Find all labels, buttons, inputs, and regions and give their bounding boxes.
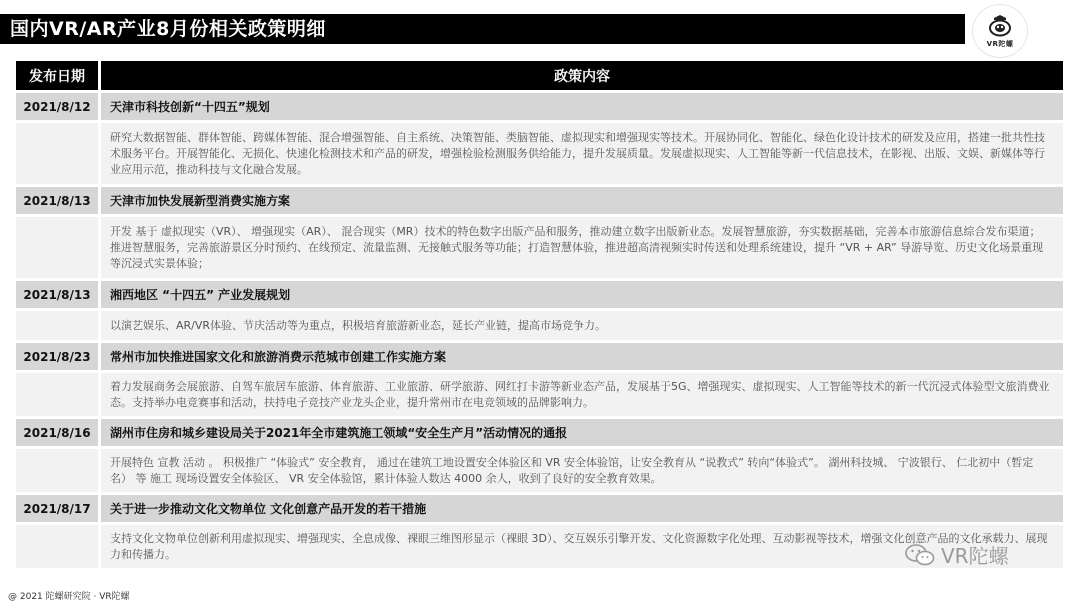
policy-entry — [16, 93, 1063, 184]
policy-body-row — [16, 311, 1063, 340]
policy-date: 2021/8/13 — [16, 187, 98, 214]
policy-date: 2021/8/23 — [16, 343, 98, 370]
policy-body-row — [16, 449, 1063, 492]
policy-entry — [16, 281, 1063, 340]
policy-title: 天津市科技创新“十四五”规划 — [101, 93, 1063, 120]
policy-description: 着力发展商务会展旅游、自驾车旅居车旅游、体育旅游、工业旅游、研学旅游、网红打卡游等新业态产品，发展基于5G、增强现实、虚拟现实、人工智能等技术的新一代沉浸式体验型文旅消费业态。支持举办电竞赛事和活动，扶持电子竞技产业龙头企业，提升常州市在电竞领域的品牌影响力。 — [101, 373, 1063, 416]
policy-title: 关于进一步推动文化文物单位 文化创意产品开发的若干措施 — [101, 495, 1063, 522]
policy-title: 湖州市住房和城乡建设局关于2021年全市建筑施工领域“安全生产月”活动情况的通报 — [101, 419, 1063, 446]
footer-credit: @ 2021 陀螺研究院 · VR陀螺 — [8, 592, 130, 602]
wechat-icon — [905, 543, 935, 567]
policy-header-row — [16, 93, 1063, 120]
policy-body-row — [16, 123, 1063, 184]
policy-date-spacer — [16, 373, 98, 416]
watermark — [905, 540, 1009, 569]
policy-date-spacer — [16, 525, 98, 568]
brand-logo — [972, 4, 1028, 58]
policy-date: 2021/8/12 — [16, 93, 98, 120]
table-header — [16, 61, 1063, 90]
logo-text: VR陀螺 — [986, 39, 1014, 48]
policy-title: 湘西地区 “十四五” 产业发展规划 — [101, 281, 1063, 308]
policy-date-spacer — [16, 311, 98, 340]
policy-body-row — [16, 217, 1063, 278]
policy-title: 常州市加快推进国家文化和旅游消费示范城市创建工作实施方案 — [101, 343, 1063, 370]
policy-header-row — [16, 419, 1063, 446]
policy-description: 研究大数据智能、群体智能、跨媒体智能、混合增强智能、自主系统、决策智能、类脑智能、虚拟现实和增强现实等技术。开展协同化、智能化、绿色化设计技术的研发及应用，搭建一批共性技术服务平台。开展智能化、无损化、快速化检测技术和产品的研发，增强检验检测服务供给能力，提升发展质量。发展虚拟现实、人工智能等新一代信息技术，在影视、出版、文娱、新媒体等行业应用示范，推动科技与文化融合发展。 — [101, 123, 1063, 184]
policy-description: 支持文化文物单位创新利用虚拟现实、增强现实、全息成像、裸眼三维图形显示（裸眼 3D）、交互娱乐引擎开发、文化资源数字化处理、互动影视等技术，增强文化创意产品的文化承载力、展现力和传播力。 — [101, 525, 1063, 568]
policy-entry — [16, 343, 1063, 416]
policy-date-spacer — [16, 449, 98, 492]
page-title: 国内VR/AR产业8月份相关政策明细 — [0, 14, 965, 44]
policy-description: 开发 基于 虚拟现实（VR）、 增强现实（AR）、 混合现实（MR）技术的特色数字出版产品和服务，推动建立数字出版新业态。发展智慧旅游，夯实数据基础，完善本市旅游信息综合发布渠道；推进智慧服务，完善旅游景区分时预约、在线预定、流量监测、无接触式服务等功能；打造智慧体验，推进超高清视频实时传送和处理系统建设，提升 “VR + AR” 导游导览、历史文化场景重现等沉浸式实景体验； — [101, 217, 1063, 278]
table-body — [16, 93, 1063, 568]
policy-body-row — [16, 373, 1063, 416]
policy-description: 开展特色 宣教 活动 。 积极推广 “体验式” 安全教育， 通过在建筑工地设置安全体验区和 VR 安全体验馆，让安全教育从 “说教式” 转向“体验式”。 湖州科技城、 宁波银行、 仁北初中（暂定名） 等 施工 现场设置安全体验区、 VR 安全体验馆，累计体验人数达 4000 余人，收到了良好的安全教育效果。 — [101, 449, 1063, 492]
policy-date: 2021/8/16 — [16, 419, 98, 446]
policy-title: 天津市加快发展新型消费实施方案 — [101, 187, 1063, 214]
watermark-text: VR陀螺 — [941, 544, 1009, 568]
policy-header-row — [16, 495, 1063, 522]
policy-header-row — [16, 343, 1063, 370]
gyroscope-logo-icon — [987, 14, 1013, 38]
policy-entry — [16, 187, 1063, 278]
column-header-content: 政策内容 — [101, 61, 1063, 90]
policy-date-spacer — [16, 123, 98, 184]
policy-header-row — [16, 281, 1063, 308]
column-header-date: 发布日期 — [16, 61, 98, 90]
policy-date: 2021/8/17 — [16, 495, 98, 522]
policy-date: 2021/8/13 — [16, 281, 98, 308]
policy-entry — [16, 419, 1063, 492]
policy-table — [16, 61, 1063, 571]
policy-date-spacer — [16, 217, 98, 278]
policy-description: 以演艺娱乐、AR/VR体验、节庆活动等为重点，积极培育旅游新业态，延长产业链，提高市场竞争力。 — [101, 311, 1063, 340]
policy-header-row — [16, 187, 1063, 214]
